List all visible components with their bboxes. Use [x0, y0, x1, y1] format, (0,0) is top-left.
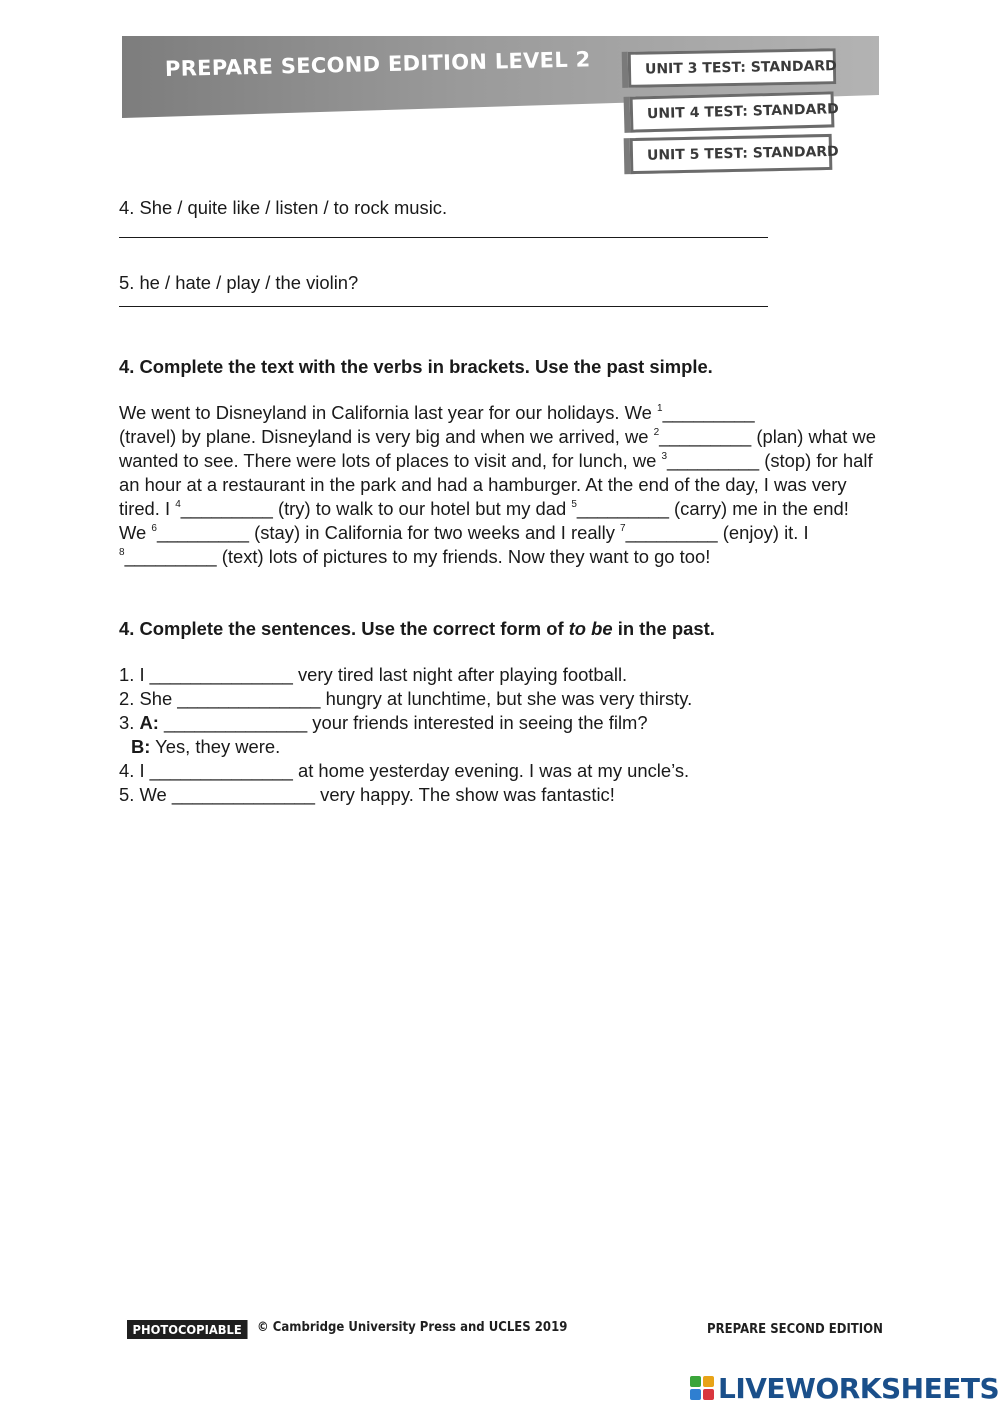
to-be-gap-5[interactable]: ______________ [171, 784, 316, 805]
past-simple-heading: 4. Complete the text with the verbs in brackets. Use the past simple. [119, 356, 713, 377]
sentence-item-4: 4. She / quite like / listen / to rock music. [119, 197, 448, 218]
gap-5[interactable]: _________ [576, 498, 669, 519]
to-be-sentence-3: 3. A: ______________ your friends interested in seeing the film? [119, 712, 648, 733]
gap-7[interactable]: _________ [625, 522, 718, 543]
header-title: PREPARE SECOND EDITION LEVEL 2 [164, 47, 591, 81]
to-be-sentence-1: 1. I ______________ very tired last night after playing football. [119, 664, 628, 685]
to-be-sentence-2: 2. She ______________ hungry at lunchtime, but she was very thirsty. [119, 688, 693, 709]
copyright-notice: © Cambridge University Press and UCLES 2019 [257, 1320, 568, 1335]
to-be-sentence-4: 4. I ______________ at home yesterday evening. I was at my uncle’s. [119, 760, 690, 781]
liveworksheets-brand [690, 1372, 999, 1404]
to-be-gap-2[interactable]: ______________ [177, 688, 321, 709]
to-be-gap-3[interactable]: ______________ [163, 712, 308, 733]
liveworksheets-logo-icon [690, 1376, 714, 1400]
tab-unit-4: UNIT 4 TEST: STANDARD [630, 91, 835, 132]
to-be-sentence-3-answer: B: Yes, they were. [131, 736, 281, 757]
photocopiable-badge: PHOTOCOPIABLE [127, 1320, 247, 1339]
gap-4[interactable]: _________ [180, 498, 273, 519]
footer-edition: PREPARE SECOND EDITION [707, 1322, 883, 1337]
to-be-heading: 4. Complete the sentences. Use the correct form of to be in the past. [119, 618, 715, 639]
to-be-gap-4[interactable]: ______________ [149, 760, 293, 781]
past-simple-text: We went to Disneyland in California last year for our holidays. We $^1$_________ (travel) by plane. Disneyland is very big and when we arrived, we $^2$_________ (plan) what we wanted to see. There were lots of places to visit and, for lunch, we $^3$_________ (stop) for half an hour at a restaurant in the park and had a hamburger. At the end of the day, I was very tired. I $^4$_________ (try) to walk to our hotel but my dad $^5$_________ (carry) me in the end! We $^6$_________ (stay) in California for two weeks and I really $^7$_________ (enjoy) it. I $^8$_________ (text) lots of pictures to my friends. Now they want to go too! [119, 402, 876, 567]
tab-unit-3: UNIT 3 TEST: STANDARD [628, 48, 837, 88]
to-be-sentence-5: 5. We ______________ very happy. The show was fantastic! [119, 784, 615, 805]
liveworksheets-wordmark: LIVEWORKSHEETS [718, 1371, 999, 1405]
gap-6[interactable]: _________ [156, 522, 249, 543]
tab-unit-5: UNIT 5 TEST: STANDARD [630, 134, 833, 174]
to-be-gap-1[interactable]: ______________ [149, 664, 293, 685]
gap-8[interactable]: _________ [124, 546, 217, 567]
worksheet [119, 196, 879, 807]
gap-2[interactable]: _________ [659, 426, 752, 447]
gap-1[interactable]: _________ [662, 402, 755, 423]
sentence-item-5: 5. he / hate / play / the violin? [119, 272, 359, 293]
gap-3[interactable]: _________ [667, 450, 760, 471]
